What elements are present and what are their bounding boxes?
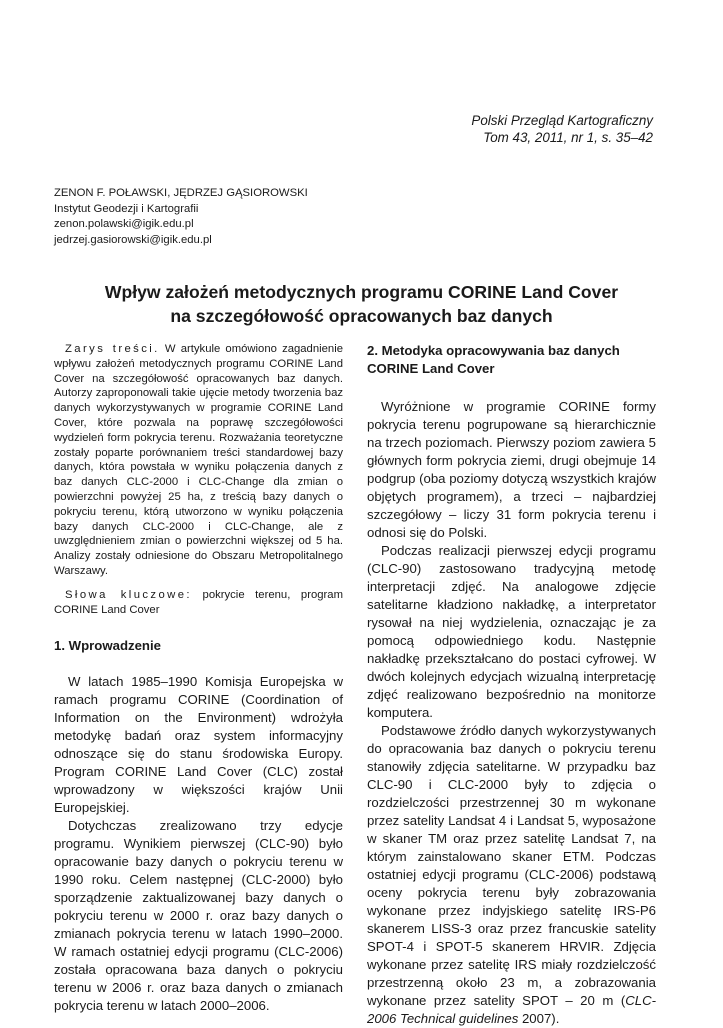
section-2-paragraph-1: Wyróżnione w programie CORINE formy pokrycia terenu pogrupowane są hierarchicznie na trzech poziomach. Pierwszy poziom zawiera 5 głównych form pokrycia ziemi, drugi obejmuje 14 podgrup (oba poziomy dotyczą wszystkich krajów objętych programem), a trzeci – najbardziej szczegółowy – liczy 31 form pokrycia terenu i odnosi się do Polski. [367, 399, 656, 540]
section-2-paragraph-3-text: Podstawowe źródło danych wykorzystywanych do opracowania baz danych o pokryciu terenu stanowiły zdjęcia satelitarne. W przypadku baz CLC-90 i CLC-2000 były to zdjęcia o rozdzielczości przestrzennej 30 m wykonane przez satelity Landsat 4 i Landsat 5, wyposażone w skaner TM oraz przez satelitę Landsat 7, na którym zainstalowano skaner ETM. Podczas ostatniej edycji programu (CLC-2006) podstawą oceny pokrycia terenu były zobrazowania wykonane przez indyjskiego satelitę IRS-P6 skanerem LISS-3 oraz przez francuskie satelity SPOT-4 i SPOT-5 skanerem HRVIR. Zdjęcia wykonane przez satelitę IRS miały rozdzielczość przestrzenną około 23 m, a zobrazowania wykonane przez satelity SPOT – 20 m ( [367, 723, 656, 1008]
section-1-paragraph-2: Dotychczas zrealizowano trzy edycje programu. Wynikiem pierwszej (CLC-90) było opracowanie bazy danych o pokryciu terenu w 1990 roku. Celem następnej (CLC-2000) było sporządzenie zaktualizowanej bazy danych o pokryciu terenu w 2000 r. oraz bazy danych o zmianach pokrycia terenu w latach 1990–2000. W ramach ostatniej edycji programu (CLC-2006) została opracowana baza danych o pokryciu terenu w 2006 r. oraz baza danych o zmianach pokrycia terenu w latach 2000–2006. [54, 818, 343, 1014]
article-title [40, 280, 683, 328]
abstract-text: W artykule omówiono zagadnienie wpływu założeń metodycznych programu CORINE Land Cover na szczegółowość opracowanych baz danych. Autorzy zaproponowali takie ujęcie metody tworzenia baz danych wykorzystywanych w programie CORINE Land Cover, które pozwala na poprawę szczegółowości wydzieleń form pokrycia terenu. Rozważania teoretyczne zostały poparte porównaniem treści standardowej bazy danych, która powstała w wyniku połączenia danych z baz danych CLC-2000 i CLC-Change dla zmian o powierzchni powyżej 25 ha, z treścią bazy danych o pokryciu terenu, którą utworzono w wyniku połączenia bazy danych CLC-2000 i CLC-Change, ale z uwzględnieniem zmian o powierzchni większej od 5 ha. Analizy zostały odniesione do Obszaru Metropolitalnego Warszawy. [54, 343, 343, 577]
section-2-paragraph-3 [367, 722, 656, 1028]
article-title-line-2: na szczegółowość opracowanych baz danych [170, 306, 553, 326]
author-email-2: jedrzej.gasiorowski@igik.edu.pl [54, 233, 212, 246]
abstract [54, 342, 343, 617]
abstract-paragraph [54, 342, 343, 579]
author-email-1: zenon.polawski@igik.edu.pl [54, 218, 194, 231]
journal-info [471, 112, 653, 146]
section-1-paragraph-1: W latach 1985–1990 Komisja Europejska w ramach programu CORINE (Coordination of Information on the Environment) wdrożyła metodykę badań oraz system informacyjny odnoszące się do stanu środowiska Europy. Program CORINE Land Cover (CLC) został wprowadzony w większości krajów Unii Europejskiej. [54, 674, 343, 816]
author-names: ZENON F. POŁAWSKI, JĘDRZEJ GĄSIOROWSKI [54, 187, 308, 199]
journal-name: Polski Przegląd Kartograficzny [471, 113, 653, 128]
keywords-label: Słowa kluczowe: [65, 588, 192, 601]
author-block [54, 186, 308, 248]
right-column [367, 342, 656, 1028]
section-1-heading: 1. Wprowadzenie [54, 638, 161, 654]
abstract-label: Zarys treści. [65, 343, 160, 355]
keywords-text: pokrycie terenu, program CORINE Land Cover [54, 588, 343, 616]
journal-volume: Tom 43, 2011, nr 1, s. 35–42 [483, 130, 653, 145]
author-affiliation: Instytut Geodezji i Kartografii [54, 202, 199, 215]
left-column [54, 342, 343, 1015]
citation-title: CLC-2006 Technical guidelines [367, 993, 656, 1026]
section-2-heading: 2. Metodyka opracowywania baz danych CORINE Land Cover [367, 343, 620, 376]
article-title-line-1: Wpływ założeń metodycznych programu CORINE Land Cover [104, 282, 619, 302]
section-2-body [367, 398, 656, 1028]
citation-year: 2007). [518, 1011, 560, 1026]
section-1-body [54, 673, 343, 1015]
section-2-paragraph-2: Podczas realizacji pierwszej edycji programu (CLC-90) zastosowano tradycyjną metodę interpretacji zdjęć. Na analogowe zdjęcie satelitarne kładziono nakładkę, a interpretator rysował na niej wydzielenia, oznaczając je za pomocą odpowiedniego kodu. Następnie nakładkę przekształcano do postaci cyfrowej. W dwóch kolejnych edycjach wizualną interpretację zdjęć realizowano bezpośrednio na monitorze komputera. [367, 543, 656, 720]
keywords-paragraph [54, 588, 343, 618]
